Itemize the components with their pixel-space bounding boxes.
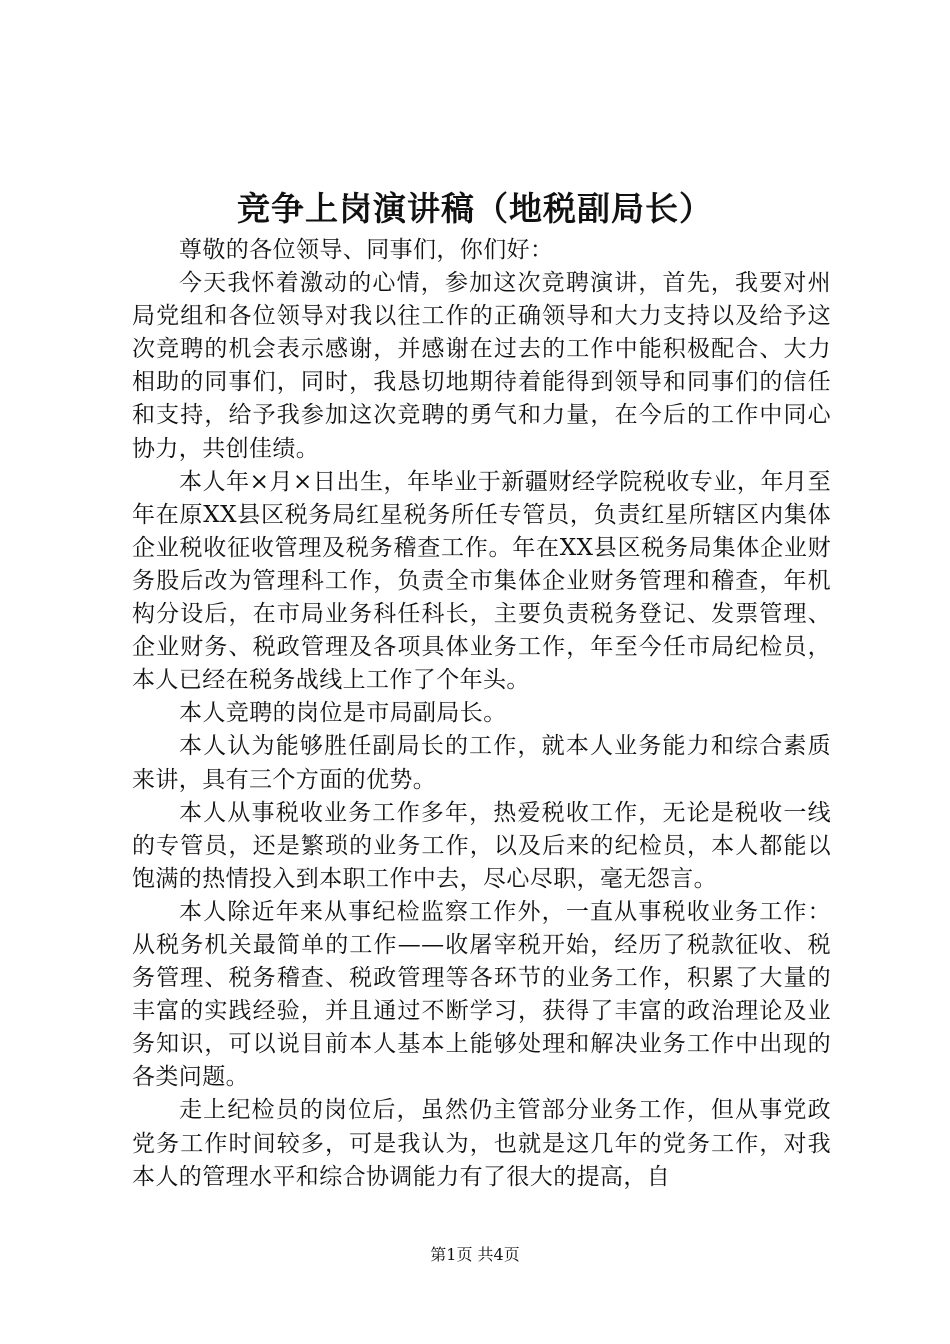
paragraph: 本人年×月×日出生，年毕业于新疆财经学院税收专业，年月至年在原XX县区税务局红星税务所任专管员，负责红星所辖区内集体企业税收征收管理及税务稽查工作。年在XX县区税务局集体企业财务股后改为管理科工作，负责全市集体企业财务管理和稽查，年机构分设后，在市局业务科任科长，主要负责税务登记、发票管理、企业财务、税政管理及各项具体业务工作，年至今任市局纪检员，本人已经在税务战线上工作了个年头。 xyxy=(132,468,831,694)
paragraph: 本人除近年来从事纪检监察工作外，一直从事税收业务工作：从税务机关最简单的工作——收屠宰税开始，经历了税款征收、税务管理、税务稽查、税政管理等各环节的业务工作，积累了大量的丰富的实践经验，并且通过不断学习，获得了丰富的政治理论及业务知识，可以说目前本人基本上能够处理和解决业务工作中出现的各类问题。 xyxy=(132,898,831,1091)
paragraph: 本人竞聘的岗位是市局副局长。 xyxy=(179,700,507,727)
paragraph-greeting: 尊敬的各位领导、同事们，你们好： xyxy=(179,237,554,263)
page-footer: 第1页 共4页 xyxy=(430,1245,520,1264)
paragraph: 本人从事税收业务工作多年，热爱税收工作，无论是税收一线的专管员，还是繁琐的业务工作，以及后来的纪检员，本人都能以饱满的热情投入到本职工作中去，尽心尽职，毫无怨言。 xyxy=(132,799,831,892)
document-body xyxy=(132,234,831,1194)
paragraph: 走上纪检员的岗位后，虽然仍主管部分业务工作，但从事党政党务工作时间较多，可是我认为，也就是这几年的党务工作，对我本人的管理水平和综合协调能力有了很大的提高，自 xyxy=(132,1097,831,1190)
document-title: 竞争上岗演讲稿（地税副局长） xyxy=(237,189,713,228)
paragraph: 本人认为能够胜任副局长的工作，就本人业务能力和综合素质来讲，具有三个方面的优势。 xyxy=(132,733,831,793)
paragraph: 今天我怀着激动的心情，参加这次竞聘演讲，首先，我要对州局党组和各位领导对我以往工作的正确领导和大力支持以及给予这次竞聘的机会表示感谢，并感谢在过去的工作中能积极配合、大力相助的同事们，同时，我恳切地期待着能得到领导和同事们的信任和支持，给予我参加这次竞聘的勇气和力量，在今后的工作中同心协力，共创佳绩。 xyxy=(132,270,831,462)
